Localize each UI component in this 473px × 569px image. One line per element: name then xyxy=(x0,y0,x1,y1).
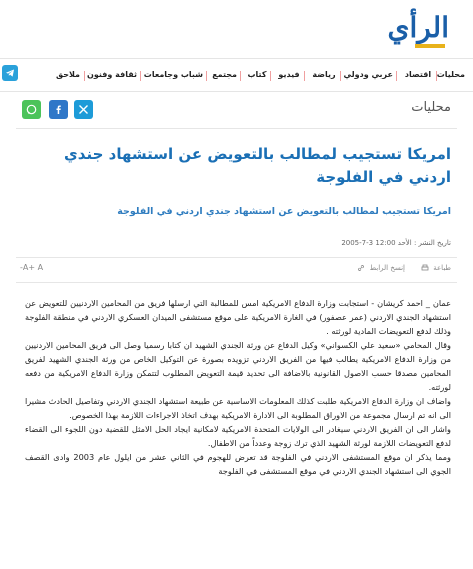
whatsapp-share-button[interactable] xyxy=(22,100,41,119)
main-nav xyxy=(0,58,473,92)
nav-separator xyxy=(304,71,305,81)
nav-item-video[interactable]: فيديو xyxy=(278,70,300,79)
article-paragraph: ومما يذكر ان موقع المستشفى الاردني في الفلوجة قد تعرض للهجوم في الثاني عشر من ايلول عام 2003 وادى القصف الجوي الى استشهاد الجندي الاردني في موقع المستشفى في الفلوجة xyxy=(25,452,451,476)
twitter-share-button[interactable] xyxy=(74,100,93,119)
publish-date: تاريخ النشر : الأحد 12:00 3-7-2005 xyxy=(341,239,451,247)
toolbar-top-divider xyxy=(16,257,457,258)
print-button[interactable] xyxy=(421,264,451,272)
article-paragraph: عمان _ احمد كريشان - استجابت وزارة الدفاع الامريكية امس للمطالبة التي ارسلها فريق من المحامين الاردنيين للتعويض عن استشهاد الجندي الاردني (عمر عصفور) في الغارة الامريكية على موقع مستشفى الميدان العسكري الاردني في منطقة الفلوجة وذلك لدفع التعويضات المادية لورثته . xyxy=(25,298,451,336)
telegram-icon xyxy=(5,68,15,78)
nav-separator xyxy=(340,71,341,81)
section-title: محليات xyxy=(411,100,451,115)
nav-separator xyxy=(84,71,85,81)
print-icon xyxy=(421,264,429,272)
nav-item-writers[interactable]: كتاب xyxy=(247,70,267,79)
logo-accent-bar xyxy=(415,44,445,48)
nav-separator xyxy=(140,71,141,81)
article-headline: امريكا تستجيب لمطالب بالتعويض عن استشهاد جندي اردني في الفلوجة xyxy=(64,145,451,186)
font-size-controls[interactable]: A+ A- xyxy=(20,263,44,272)
section-divider xyxy=(16,128,457,129)
nav-item-world[interactable]: عربي ودولي xyxy=(343,70,393,79)
nav-separator xyxy=(240,71,241,81)
print-label: طباعة xyxy=(433,264,451,272)
article-body xyxy=(25,296,451,478)
site-logo[interactable] xyxy=(389,8,449,52)
nav-item-society[interactable]: مجتمع xyxy=(212,70,237,79)
nav-item-youth[interactable]: شباب وجامعات xyxy=(143,70,203,79)
twitter-icon xyxy=(78,104,89,115)
logo-text: الرأي xyxy=(387,11,449,44)
nav-separator xyxy=(206,71,207,81)
telegram-button[interactable] xyxy=(2,65,18,81)
article-paragraph: واضاف ان وزارة الدفاع الامريكية طلبت كذلك المعلومات الاساسية عن طبيعة استشهاد الجندي الاردني وتفاصيل الحادث مشيرا الى انه تم ارسال مجموعة من الاوراق المطلوبة الى الادارة الامريكية بهدف اتخاذ الاجراءات اللازمة بهذا الخصوص. xyxy=(25,396,451,420)
nav-item-local[interactable]: محليات xyxy=(436,70,465,79)
facebook-icon xyxy=(53,104,64,115)
toolbar-bottom-divider xyxy=(16,282,457,283)
article-toolbar xyxy=(16,264,457,278)
article-paragraph: واشار الى ان الفريق الاردني سيغادر الى الولايات المتحدة الامريكية لامكانية ايجاد الحل الامثل للقضية دون اللجوء الى القضاء لدفع التعويضات اللازمة لورثة الشهيد الذي ترك زوجة وعدداً من الاطفال. xyxy=(25,424,451,448)
copy-link-icon xyxy=(357,264,365,272)
nav-item-supplements[interactable]: ملاحق xyxy=(55,70,80,79)
copy-link-label: إنسخ الرابط xyxy=(369,264,405,272)
article-paragraph: وقال المحامي «سعيد علي الكسواني» وكيل الدفاع عن ورثة الجندي الشهيد ان كتابا رسميا وصل الى فريق المحامين الاردنيين من وزارة الدفاع الامريكية يطالب فيها من الفريق الاردني تزويده بصورة عن التوكيل الخاص من ورثة الجندي الشهيد لفريق المحامين مصدقا حسب الاصول القانونية بالاضافة الى تحديد قيمة التعويض المطلوب لتتمكن وزارة الدفاع الامريكية من دفعه لورثته. xyxy=(25,340,451,392)
nav-separator xyxy=(396,71,397,81)
nav-item-economy[interactable]: اقتصاد xyxy=(404,70,432,79)
article-subhead: امريكا تستجيب لمطالب بالتعويض عن استشهاد جندي اردني في الفلوجة xyxy=(117,206,451,217)
nav-separator xyxy=(270,71,271,81)
facebook-share-button[interactable] xyxy=(49,100,68,119)
nav-separator xyxy=(436,71,437,81)
nav-item-sports[interactable]: رياضة xyxy=(312,70,336,79)
nav-item-culture[interactable]: ثقافة وفنون xyxy=(87,70,137,79)
copy-link-button[interactable] xyxy=(357,264,405,272)
whatsapp-icon xyxy=(26,104,37,115)
